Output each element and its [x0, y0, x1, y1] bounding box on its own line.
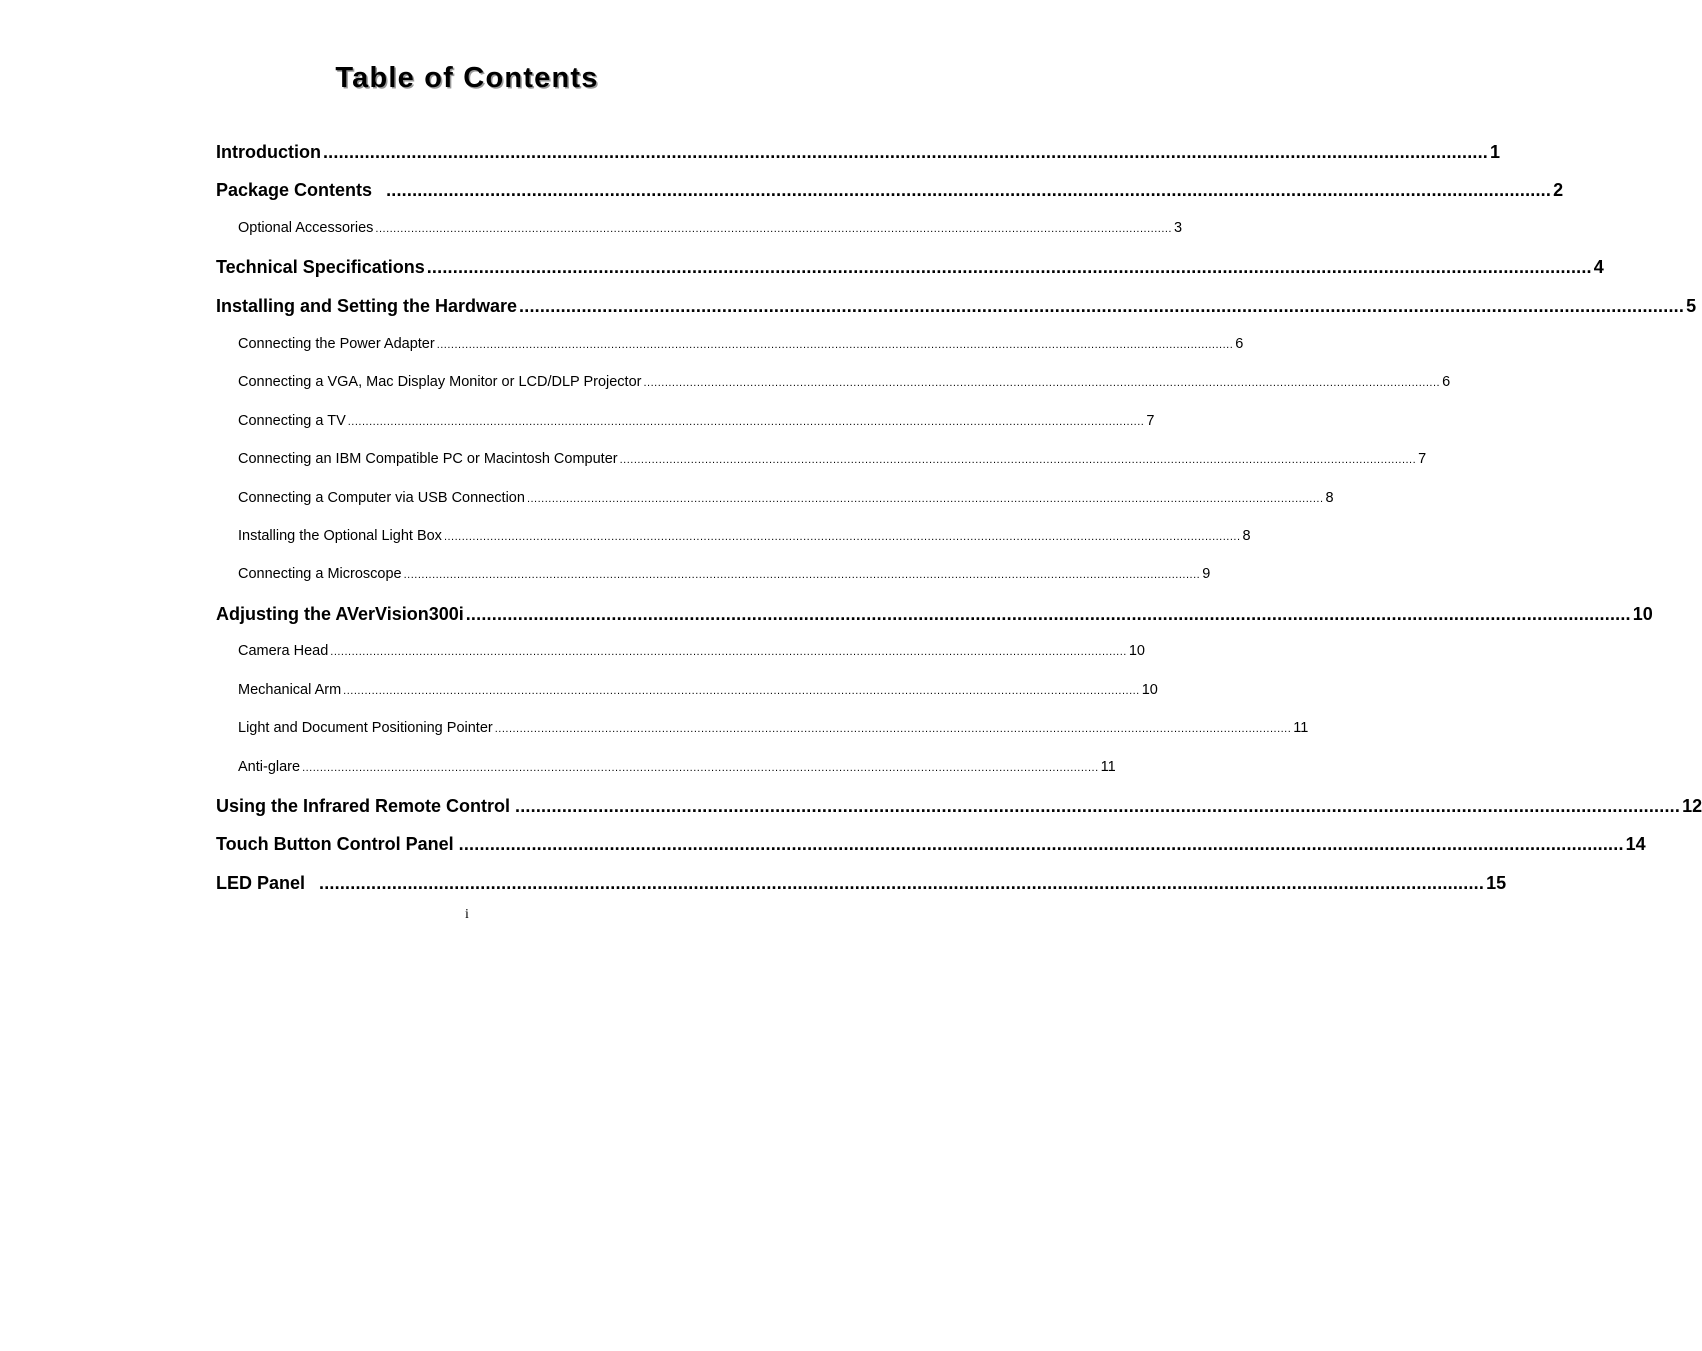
toc-entry-label: Light and Document Positioning Pointer: [238, 720, 493, 736]
toc-entry-introduction[interactable]: [216, 141, 1501, 163]
toc-entry-page: 3: [1173, 220, 1183, 236]
toc-entry-label: Connecting an IBM Compatible PC or Macintosh Computer: [238, 451, 618, 467]
toc-leader-dots: ................................................................................................................................................................................................................................: [403, 569, 1201, 581]
toc-entry-page: 11: [1293, 720, 1309, 736]
toc-entry-page: 14: [1625, 834, 1646, 854]
toc-entry-label: Installing the Optional Light Box: [238, 528, 442, 544]
toc-entry-label: Optional Accessories: [238, 220, 374, 236]
toc-entry-light-box[interactable]: [238, 527, 1251, 546]
toc-entry-page: 10: [1128, 643, 1145, 659]
toc-entry-installing-hardware[interactable]: [216, 295, 1697, 317]
toc-entry-page: 10: [1632, 604, 1653, 624]
toc-entry-page: 6: [1442, 374, 1451, 390]
toc-leader-dots: ................................................................................................................................................................................................................................: [330, 646, 1127, 658]
toc-entry-label: Connecting a VGA, Mac Display Monitor or LCD/DLP Projector: [238, 374, 642, 390]
toc-entry-light-pointer[interactable]: [238, 719, 1309, 738]
toc-entry-label: Connecting the Power Adapter: [238, 336, 435, 352]
toc-entry-label: Connecting a Computer via USB Connection: [238, 490, 525, 506]
toc-entry-camera-head[interactable]: [238, 642, 1145, 661]
toc-entry-page: 12: [1682, 796, 1702, 816]
toc-entry-technical-specifications[interactable]: [216, 256, 1604, 278]
toc-entry-page: 5: [1686, 296, 1697, 316]
toc-entry-page: 8: [1242, 528, 1251, 544]
toc-entry-label: Technical Specifications: [216, 257, 425, 277]
toc-entry-page: 1: [1490, 142, 1501, 162]
toc-entry-page: 10: [1141, 682, 1158, 698]
toc-leader-dots: ................................................................................................................................................................................................................................: [526, 493, 1324, 505]
toc-entry-power-adapter[interactable]: [238, 335, 1244, 354]
toc-entry-infrared-remote[interactable]: [216, 795, 1702, 817]
toc-leader-dots: ................................................................................................................................................................................................................................: [375, 223, 1172, 235]
toc-leader-dots: ................................................................................................................................................................................................................................: [619, 454, 1417, 466]
toc-entry-page: 8: [1325, 490, 1334, 506]
toc-entry-page: 7: [1418, 451, 1427, 467]
toc-entry-label: Using the Infrared Remote Control: [216, 796, 511, 816]
toc-entry-page: 15: [1486, 873, 1507, 893]
toc-entry-label: Adjusting the AVerVision300i: [216, 604, 464, 624]
toc-leader-dots: ................................................................................................................................................................................................................................: [322, 142, 1489, 162]
toc-entry-label: Mechanical Arm: [238, 682, 342, 698]
toc-entry-label: Anti-glare: [238, 759, 301, 775]
toc-entry-page: 11: [1100, 759, 1116, 775]
toc-leader-dots: ................................................................................................................................................................................................................................: [436, 339, 1234, 351]
toc-leader-dots: ................................................................................................................................................................................................................................: [458, 834, 1624, 854]
toc-entry-label: Package Contents: [216, 180, 373, 200]
toc-leader-dots: ................................................................................................................................................................................................................................: [347, 416, 1145, 428]
toc-entry-label: Camera Head: [238, 643, 329, 659]
toc-leader-dots: ................................................................................................................................................................................................................................: [386, 180, 1552, 200]
toc-leader-dots: ................................................................................................................................................................................................................................: [302, 762, 1099, 774]
toc-entry-label: Connecting a Microscope: [238, 566, 402, 582]
toc-entry-led-panel[interactable]: [216, 872, 1507, 894]
toc-entry-usb-connection[interactable]: [238, 489, 1334, 508]
toc-entry-optional-accessories[interactable]: [238, 219, 1183, 238]
toc-entry-connecting-tv[interactable]: [238, 412, 1155, 431]
toc-entry-label: Touch Button Control Panel: [216, 834, 454, 854]
footer-page-number: i: [465, 907, 469, 922]
toc-leader-dots: ................................................................................................................................................................................................................................: [519, 296, 1685, 316]
toc-entry-page: 7: [1146, 413, 1155, 429]
toc-entry-label: Installing and Setting the Hardware: [216, 296, 518, 316]
toc-leader-dots: ................................................................................................................................................................................................................................: [515, 796, 1681, 816]
page-title: Table of Contents: [335, 62, 599, 94]
toc-entry-page: 6: [1235, 336, 1244, 352]
toc-leader-dots: ................................................................................................................................................................................................................................: [426, 257, 1592, 277]
toc-entry-mechanical-arm[interactable]: [238, 681, 1158, 700]
toc-entry-page: 2: [1553, 180, 1564, 200]
toc-entry-anti-glare[interactable]: [238, 758, 1116, 777]
toc-entry-adjusting-avervision[interactable]: [216, 603, 1653, 625]
toc-entry-page: 9: [1202, 566, 1211, 582]
toc-leader-dots: ................................................................................................................................................................................................................................: [494, 723, 1292, 735]
toc-entry-microscope[interactable]: [238, 565, 1211, 584]
toc-entry-touch-button-panel[interactable]: [216, 833, 1646, 855]
toc-entry-page: 4: [1593, 257, 1604, 277]
toc-entry-label: Connecting a TV: [238, 413, 346, 429]
toc-entry-vga-monitor-projector[interactable]: [238, 373, 1451, 392]
toc-leader-dots: ................................................................................................................................................................................................................................: [465, 604, 1631, 624]
toc-entry-package-contents[interactable]: [216, 179, 1564, 201]
toc-leader-dots: ................................................................................................................................................................................................................................: [319, 873, 1485, 893]
toc-leader-dots: ................................................................................................................................................................................................................................: [643, 377, 1441, 389]
toc-entry-label: LED Panel: [216, 873, 306, 893]
toc-leader-dots: ................................................................................................................................................................................................................................: [343, 685, 1140, 697]
toc-entry-label: Introduction: [216, 142, 321, 162]
toc-leader-dots: ................................................................................................................................................................................................................................: [443, 531, 1241, 543]
toc-entry-ibm-pc-macintosh[interactable]: [238, 450, 1427, 469]
